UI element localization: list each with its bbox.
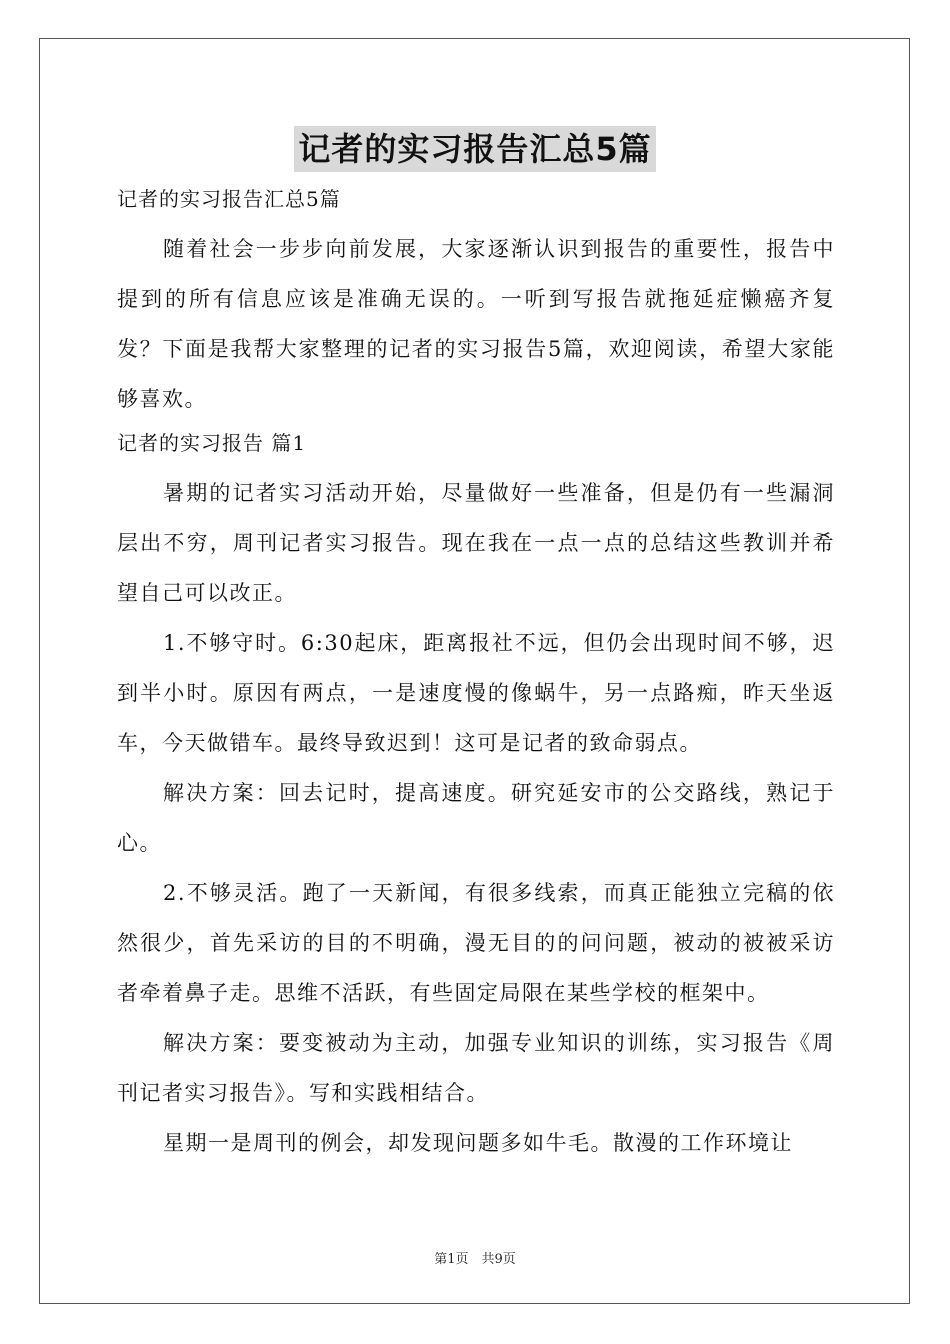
body-paragraph: 解决方案：要变被动为主动，加强专业知识的训练，实习报告《周刊记者实习报告》。写和实践相结合。 <box>117 1031 835 1105</box>
body-paragraph: 1.不够守时。6:30起床，距离报社不远，但仍会出现时间不够，迟到半小时。原因有两点，一是速度慢的像蜗牛，另一点路痴，昨天坐返车，今天做错车。最终导致迟到！这可是记者的致命弱点。 <box>117 631 835 755</box>
body-paragraph: 星期一是周刊的例会，却发现问题多如牛毛。散漫的工作环境让 <box>163 1131 793 1155</box>
body-paragraph: 解决方案：回去记时，提高速度。研究延安市的公交路线，熟记于心。 <box>117 781 835 855</box>
subtitle-line: 记者的实习报告汇总5篇 <box>117 187 341 211</box>
document-body <box>117 180 835 1168</box>
body-paragraph: 2.不够灵活。跑了一天新闻，有很多线索，而真正能独立完稿的依然很少，首先采访的目的不明确，漫无目的的问问题，被动的被被采访者牵着鼻子走。思维不活跃，有些固定局限在某些学校的框架中。 <box>117 881 835 1005</box>
page-footer <box>0 1248 950 1267</box>
body-paragraph: 暑期的记者实习活动开始，尽量做好一些准备，但是仍有一些漏洞层出不穷，周刊记者实习报告。现在我在一点一点的总结这些教训并希望自己可以改正。 <box>117 481 835 605</box>
document-title: 记者的实习报告汇总5篇 <box>294 126 655 172</box>
intro-paragraph: 随着社会一步步向前发展，大家逐渐认识到报告的重要性，报告中提到的所有信息应该是准确无误的。一听到写报告就拖延症懒癌齐复发？下面是我帮大家整理的记者的实习报告5篇，欢迎阅读，希望大家能够喜欢。 <box>117 237 835 411</box>
page-number: 第1页 共9页 <box>434 1252 516 1267</box>
title-wrap <box>0 126 950 172</box>
section-heading: 记者的实习报告 篇1 <box>117 431 307 455</box>
